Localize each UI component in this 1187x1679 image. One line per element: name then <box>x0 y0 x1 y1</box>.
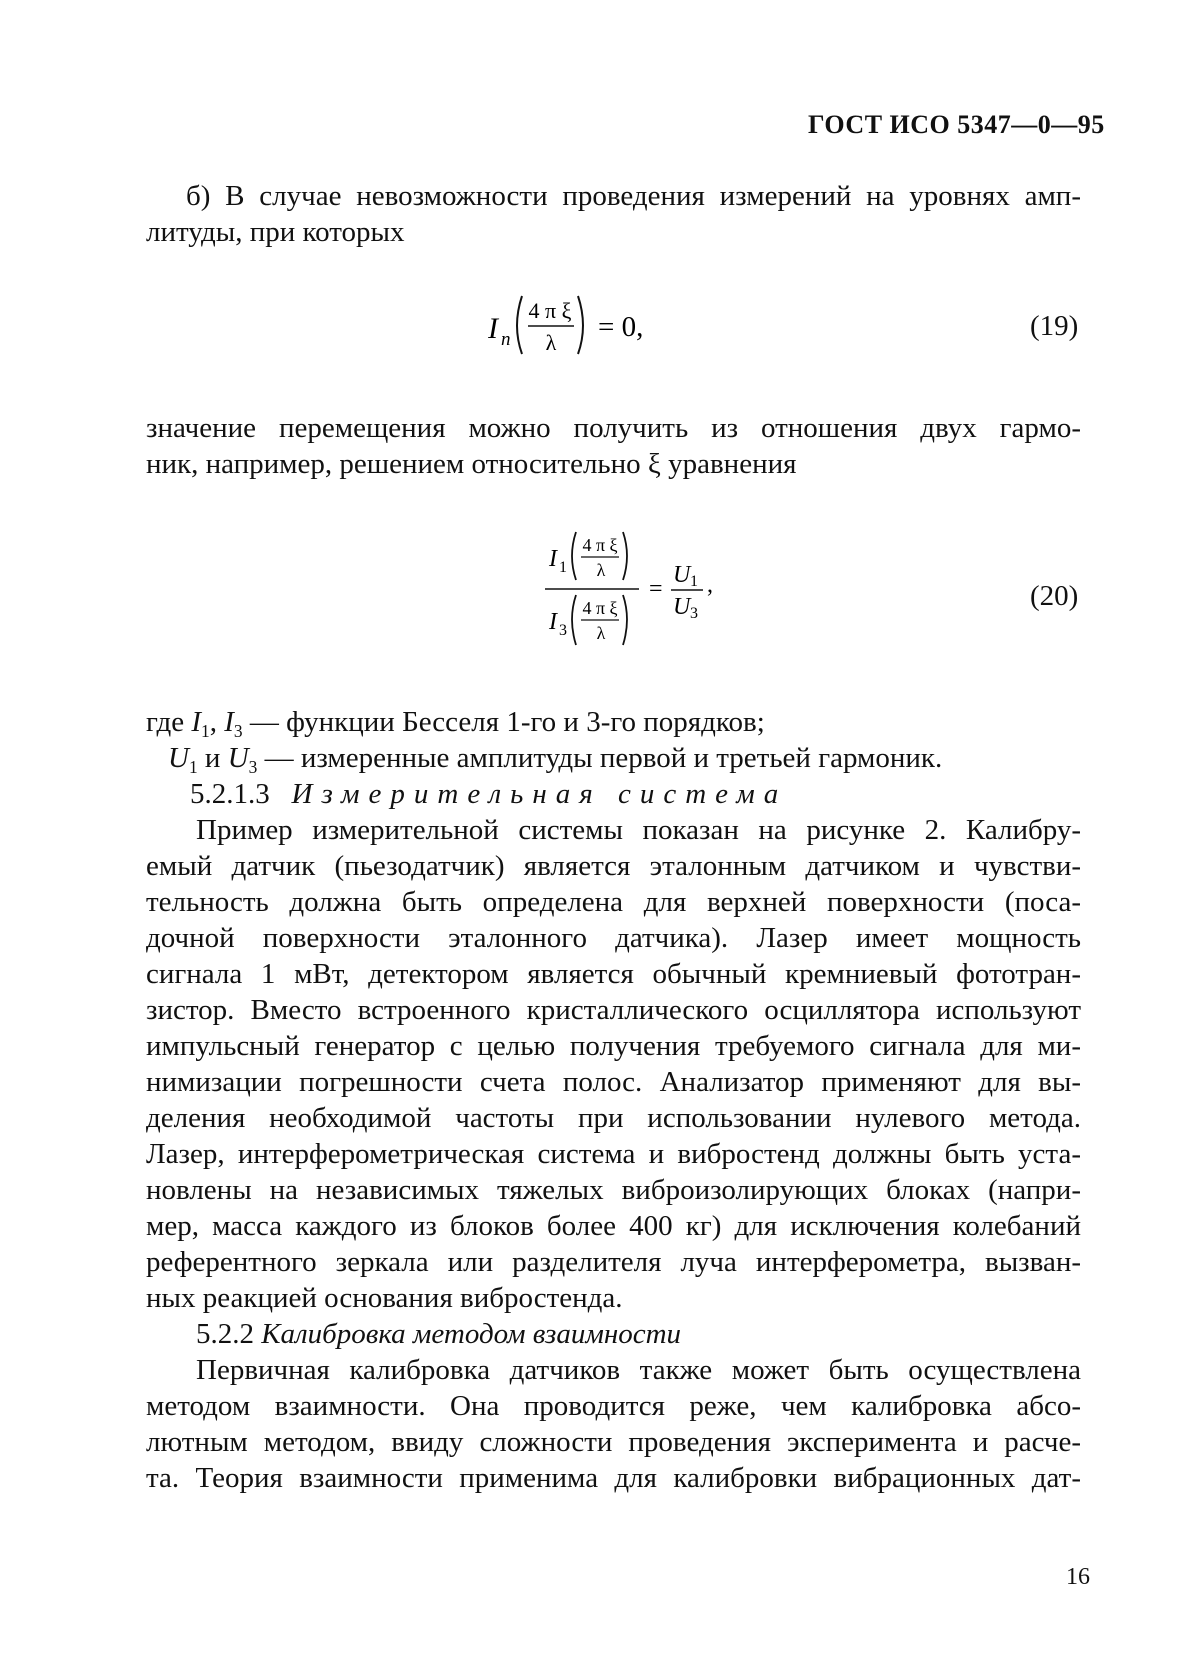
where-line-2 <box>168 740 942 776</box>
document-header: ГОСТ ИСО 5347—0—95 <box>808 110 1105 139</box>
eq20-den-left-paren <box>572 595 576 645</box>
where-label: где <box>146 706 185 738</box>
eq20-den-right-paren <box>623 595 627 645</box>
para-c-line-2-post: уравнения <box>668 448 797 480</box>
body1-line-12: мер, масса каждого из блоков более 400 кг) для исключения колебаний <box>146 1210 1081 1242</box>
amp-u3: U <box>227 742 249 774</box>
eq19-sub: n <box>501 329 511 350</box>
xi-symbol: ξ <box>647 448 661 480</box>
body2-line-1: Первичная калибровка датчиков также может быть осуществлена <box>196 1354 1081 1386</box>
para-b-line-1: б) В случае невозможности проведения измерений на уровнях амп- <box>186 180 1081 212</box>
eq20-den-denominator: λ <box>596 623 606 643</box>
bessel-i3-sub: 3 <box>233 721 243 742</box>
amp-u1: U <box>168 742 189 774</box>
eq19-rhs: = 0, <box>598 311 644 343</box>
body1-line-5: сигнала 1 мВт, детектором является обычный кремниевый фототран- <box>146 958 1081 990</box>
para-c-line-2 <box>146 446 796 482</box>
body2-line-4: та. Теория взаимности применима для калибровки вибрационных дат- <box>146 1462 1081 1494</box>
eq20-num-left-paren <box>572 532 576 580</box>
body1-line-14: ных реакцией основания вибростенда. <box>146 1282 623 1314</box>
eq20-num-numerator: 4 π ξ <box>582 535 618 555</box>
eq20-u-numerator: U <box>673 562 691 588</box>
bessel-i1-sub: 1 <box>201 721 210 742</box>
eq19-left-paren <box>517 296 522 354</box>
bessel-i3: I <box>224 706 234 738</box>
body1-line-4: дочной поверхности эталонного датчика). Лазер имеет мощность <box>146 922 1081 954</box>
where-sep: , <box>209 706 217 738</box>
equation-20-graphic <box>545 528 745 658</box>
body1-line-8: нимизации погрешности счета полос. Анализатор применяют для вы- <box>146 1066 1081 1098</box>
eq19-numerator: 4 π ξ <box>528 298 572 323</box>
body1-line-13: референтного зеркала или разделителя луча интерферометра, вызван- <box>146 1246 1081 1278</box>
section-5-2-1-3-number: 5.2.1.3 <box>190 778 270 810</box>
body1-line-6: зистор. Вместо встроенного кристаллического осциллятора используют <box>146 994 1081 1026</box>
eq20-u-denominator: U <box>673 594 691 620</box>
eq20-u-num-sub: 1 <box>690 573 698 590</box>
where-and: и <box>204 742 221 774</box>
eq20-equals: = <box>649 576 663 602</box>
body1-line-11: новлены на независимых тяжелых виброизолирующих блоках (напри- <box>146 1174 1081 1206</box>
section-5-2-2-heading <box>196 1316 681 1352</box>
eq19-denominator: λ <box>545 330 557 355</box>
body1-line-3: тельность должна быть определена для верхней поверхности (поса- <box>146 886 1081 918</box>
eq20-den-func: I <box>549 609 557 635</box>
eq20-u-den-sub: 3 <box>690 605 698 622</box>
section-5-2-2-number: 5.2.2 <box>196 1318 254 1350</box>
para-b-line-2: литуды, при которых <box>146 216 405 248</box>
para-c-line-2-pre: ник, например, решением относительно <box>146 448 641 480</box>
where-line-1 <box>146 704 765 740</box>
where-line-2-text: — измеренные амплитуды первой и третьей гармоник. <box>264 742 943 774</box>
body2-line-2: методом взаимности. Она проводится реже, чем калибровка абсо- <box>146 1390 1081 1422</box>
equation-20-number: (20) <box>1030 580 1079 612</box>
body1-line-9: деления необходимой частоты при использовании нулевого метода. <box>146 1102 1081 1134</box>
amp-u3-sub: 3 <box>248 757 258 778</box>
body1-line-10: Лазер, интерферометрическая система и вибростенд должны быть уста- <box>146 1138 1081 1170</box>
equation-19-graphic <box>488 290 668 360</box>
eq20-num-sub: 1 <box>559 559 567 576</box>
body1-line-1: Пример измерительной системы показан на рисунке 2. Калибру- <box>196 814 1081 846</box>
equation-19-number: (19) <box>1030 310 1079 342</box>
where-line-1-text: — функции Бесселя 1-го и 3-го порядков; <box>249 706 765 738</box>
eq19-func: I <box>488 312 498 345</box>
body1-line-2: емый датчик (пьезодатчик) является эталонным датчиком и чувстви- <box>146 850 1081 882</box>
equation-20 <box>545 528 745 658</box>
para-c-line-1: значение перемещения можно получить из отношения двух гармо- <box>146 412 1081 444</box>
eq20-num-denominator: λ <box>596 560 606 580</box>
eq20-comma: , <box>707 572 713 598</box>
section-5-2-1-3-title: Измерительная система <box>291 778 788 810</box>
eq19-right-paren <box>578 296 583 354</box>
eq20-num-right-paren <box>623 532 627 580</box>
amp-u1-sub: 1 <box>188 757 198 778</box>
body2-line-3: лютным методом, ввиду сложности проведения эксперимента и расче- <box>146 1426 1081 1458</box>
eq20-den-numerator: 4 π ξ <box>582 598 618 618</box>
body1-line-7: импульсный генератор с целью получения требуемого сигнала для ми- <box>146 1030 1081 1062</box>
section-5-2-2-title: Калибровка методом взаимности <box>261 1318 682 1350</box>
eq20-den-sub: 3 <box>559 622 567 639</box>
page-number: 16 <box>1066 1564 1090 1590</box>
equation-19 <box>488 290 668 360</box>
bessel-i1: I <box>191 706 201 738</box>
eq20-num-func: I <box>549 546 557 572</box>
section-5-2-1-3-heading <box>190 776 787 812</box>
